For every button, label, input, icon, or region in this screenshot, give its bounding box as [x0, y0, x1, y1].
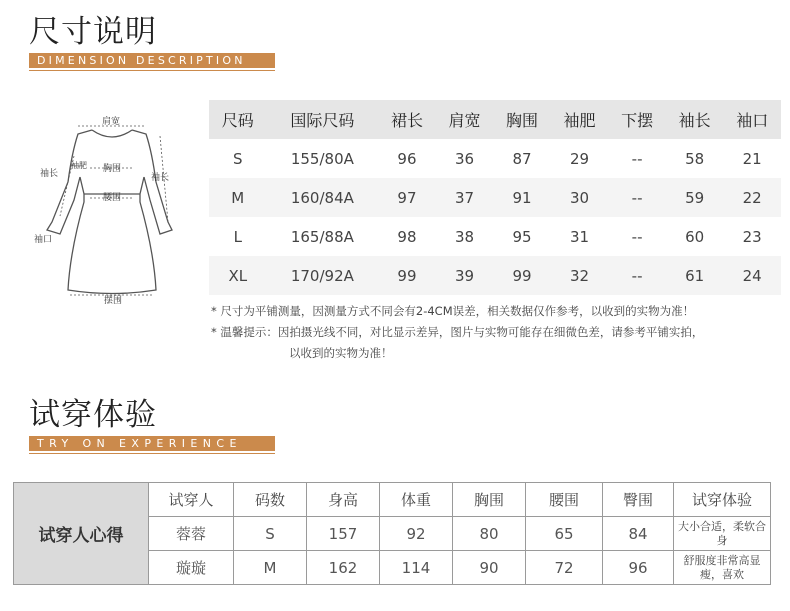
header-cell: 下摆: [608, 100, 666, 139]
table-cell: 92: [380, 517, 453, 551]
note-line: 以收到的实物为准！: [289, 346, 393, 360]
table-cell: 21: [742, 149, 762, 168]
header-cell: 国际尺码: [267, 100, 379, 139]
tryon-table: [13, 482, 771, 585]
table-cell: 蓉蓉: [149, 517, 234, 551]
header-cell: 试穿体验: [674, 483, 771, 517]
table-cell: 162: [307, 551, 380, 585]
header-cell: 试穿人: [149, 483, 234, 517]
table-cell: 29: [570, 149, 590, 168]
table-cell: 95: [512, 227, 532, 246]
table-cell: --: [608, 256, 666, 295]
shoulder-label: 肩宽: [102, 117, 121, 127]
sleeve-length-left-label: 袖长: [40, 169, 59, 179]
waist-label: 腰围: [103, 193, 122, 203]
table-cell: 157: [307, 517, 380, 551]
table-cell: 59: [666, 178, 724, 217]
table-cell: 99: [493, 256, 551, 295]
table-cell: 160/84A: [267, 178, 379, 217]
table-cell: 36: [454, 149, 475, 168]
table-cell: 99: [378, 256, 436, 295]
table-cell: 23: [742, 227, 762, 246]
table-cell: 65: [526, 517, 603, 551]
table-cell: S: [233, 149, 243, 168]
size-table-header: [209, 100, 781, 139]
header-cell: 袖长: [666, 100, 724, 139]
table-cell: M: [209, 178, 267, 217]
table-cell: 84: [603, 517, 674, 551]
table-cell: 61: [666, 256, 724, 295]
tryon-rule: [29, 453, 275, 454]
header-cell: 臀围: [603, 483, 674, 517]
table-cell: 155/80A: [290, 149, 354, 168]
sleeve-width-label: 袖肥: [71, 161, 87, 170]
table-cell: 31: [570, 227, 590, 246]
header-cell: 体重: [380, 483, 453, 517]
table-cell: 22: [723, 178, 781, 217]
table-cell: 58: [685, 149, 705, 168]
table-cell: 97: [378, 178, 436, 217]
header-cell: 身高: [307, 483, 380, 517]
table-cell: S: [234, 517, 307, 551]
bust-label: 胸围: [103, 164, 122, 174]
table-row: [209, 178, 781, 217]
header-cell: 码数: [234, 483, 307, 517]
table-row: [209, 139, 781, 178]
table-cell: --: [631, 149, 643, 168]
table-row: [209, 217, 781, 256]
table-cell: 大小合适，柔软合身: [674, 517, 771, 551]
tryon-header-row: [14, 483, 771, 517]
header-cell: 袖肥: [551, 100, 609, 139]
table-cell: 87: [512, 149, 532, 168]
table-cell: 72: [526, 551, 603, 585]
table-cell: 170/92A: [267, 256, 379, 295]
size-table: [209, 100, 781, 295]
header-cell: 裙长: [378, 100, 436, 139]
table-cell: 32: [551, 256, 609, 295]
tryon-lead-cell: 试穿人心得: [14, 483, 149, 585]
table-cell: 96: [603, 551, 674, 585]
table-row: [209, 256, 781, 295]
table-cell: 38: [454, 227, 475, 246]
dimension-rule: [29, 70, 275, 71]
table-cell: 24: [723, 256, 781, 295]
table-cell: 舒服度非常高显瘦，喜欢: [674, 551, 771, 585]
tryon-title: 试穿体验: [29, 397, 157, 433]
header-cell: 腰围: [526, 483, 603, 517]
table-cell: 30: [551, 178, 609, 217]
header-cell: 袖口: [723, 100, 781, 139]
table-cell: 璇璇: [149, 551, 234, 585]
table-cell: 98: [397, 227, 417, 246]
tryon-subtitle: TRY ON EXPERIENCE: [29, 436, 275, 451]
header-cell: 肩宽: [436, 100, 494, 139]
table-cell: --: [631, 227, 643, 246]
table-cell: 90: [453, 551, 526, 585]
table-cell: 165/88A: [290, 227, 354, 246]
table-cell: --: [608, 178, 666, 217]
sleeve-length-right-label: 袖长: [151, 173, 170, 183]
table-cell: L: [233, 227, 242, 246]
table-cell: 37: [436, 178, 494, 217]
cuff-label: 袖口: [34, 235, 53, 245]
size-notes: [211, 301, 703, 364]
table-cell: 39: [436, 256, 494, 295]
table-cell: XL: [209, 256, 267, 295]
dress-diagram: [30, 112, 180, 307]
note-line: * 温馨提示：因拍摄光线不同，对比显示差异，图片与实物可能存在细微色差，请参考平铺实拍，: [211, 325, 704, 339]
header-cell: 胸围: [493, 100, 551, 139]
table-cell: 60: [685, 227, 705, 246]
hem-label: 摆围: [104, 296, 123, 306]
note-line: * 尺寸为平铺测量，因测量方式不同会有2-4CM误差，相关数据仅作参考，以收到的实物为准！: [211, 304, 695, 318]
table-cell: 80: [453, 517, 526, 551]
table-cell: 91: [493, 178, 551, 217]
table-cell: 114: [380, 551, 453, 585]
table-cell: M: [234, 551, 307, 585]
table-cell: 96: [397, 149, 417, 168]
dimension-title: 尺寸说明: [29, 14, 157, 50]
header-cell: 胸围: [453, 483, 526, 517]
dimension-subtitle: DIMENSION DESCRIPTION: [29, 53, 275, 68]
header-cell: 尺码: [209, 100, 267, 139]
